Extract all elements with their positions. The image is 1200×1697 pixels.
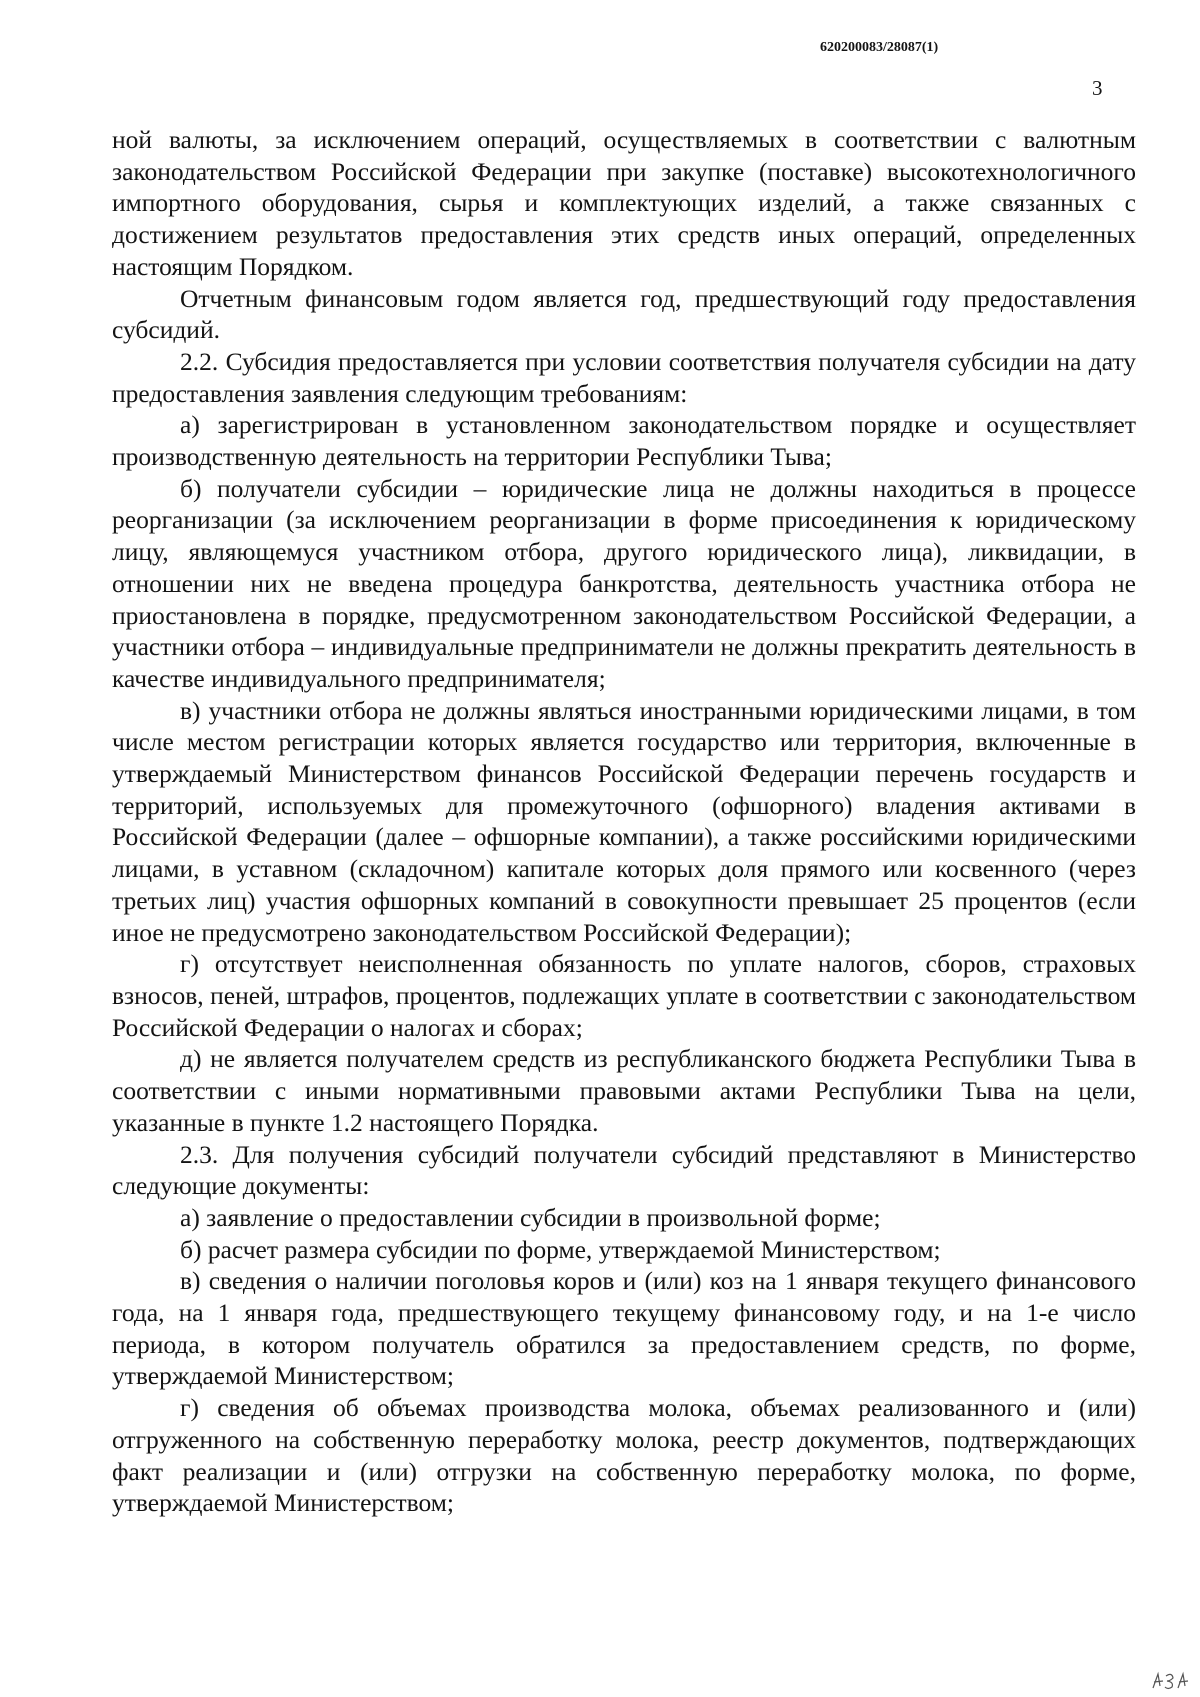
page-number: 3 <box>1092 76 1103 100</box>
paragraph-continuation: ной валюты, за исключением операций, осуществляемых в соответствии с валютным законодательством Российской Федерации при закупке (поставке) высокотехнологичного импортного оборудования, сырья и комплектующих изделий, а также связанных с достижением результатов предоставления этих средств иных операций, определенных настоящим Порядком. <box>112 125 1136 281</box>
document-registration-code: 620200083/28087(1) <box>820 40 939 55</box>
paragraph-2-2-d: д) не является получателем средств из республиканского бюджета Республики Тыва в соответствии с иными нормативными правовыми актами Республики Тыва на цели, указанные в пункте 1.2 настоящего Порядка. <box>112 1044 1136 1137</box>
paragraph-2-2-g: г) отсутствует неисполненная обязанность по уплате налогов, сборов, страховых взносов, пеней, штрафов, процентов, подлежащих уплате в соответствии с законодательством Российской Федерации о налогах и сборах; <box>112 949 1136 1042</box>
paragraph-2-3-g: г) сведения об объемах производства молока, объемах реализованного и (или) отгруженного на собственную переработку молока, реестр документов, подтверждающих факт реализации и (или) отгрузки на собственную переработку молока, по форме, утверждаемой Министерством; <box>112 1393 1136 1518</box>
paragraph-2-3: 2.3. Для получения субсидий получатели субсидий представляют в Министерство следующие документы: <box>112 1139 1136 1201</box>
paragraph-2-3-v: в) сведения о наличии поголовья коров и (или) коз на 1 января текущего финансового года, на 1 января года, предшествующего текущему финансовому году, и на 1-е число периода, в котором получатель обратился за предоставлением средств, по форме, утверждаемой Министерством; <box>112 1266 1136 1391</box>
document-body <box>112 124 1136 1519</box>
paragraph-2-2-a: а) зарегистрирован в установленном законодательством порядке и осуществляет производственную деятельность на территории Республики Тыва; <box>112 410 1136 472</box>
paragraph-2-2-v: в) участники отбора не должны являться иностранными юридическими лицами, в том числе местом регистрации которых является государство или территория, включенные в утверждаемый Министерством финансов Российской Федерации перечень государств и территорий, используемых для промежуточного (офшорного) владения активами в Российской Федерации (далее – офшорные компании), а также российскими юридическими лицами, в уставном (складочном) капитале которых доля прямого или косвенного (через третьих лиц) участия офшорных компаний в совокупности превышает 25 процентов (если иное не предусмотрено законодательством Российской Федерации); <box>112 695 1136 947</box>
paragraph-reporting-year: Отчетным финансовым годом является год, предшествующий году предоставления субсидий. <box>112 283 1136 345</box>
paragraph-2-2-b: б) получатели субсидии – юридические лица не должны находиться в процессе реорганизации (за исключением реорганизации в форме присоединения к юридическому лицу, являющемуся участником отбора, другого юридического лица), ликвидации, в отношении них не введена процедура банкротства, деятельность участника отбора не приостановлена в порядке, предусмотренном законодательством Российской Федерации, а участники отбора – индивидуальные предприниматели не должны прекратить деятельность в качестве индивидуального предпринимателя; <box>112 473 1136 693</box>
paragraph-2-2: 2.2. Субсидия предоставляется при условии соответствия получателя субсидии на дату предоставления заявления следующим требованиям: <box>112 346 1136 408</box>
paragraph-2-3-a: а) заявление о предоставлении субсидии в произвольной форме; <box>180 1202 881 1232</box>
handwritten-page-mark <box>1150 1670 1194 1692</box>
paragraph-2-3-b: б) расчет размера субсидии по форме, утверждаемой Министерством; <box>180 1234 941 1264</box>
